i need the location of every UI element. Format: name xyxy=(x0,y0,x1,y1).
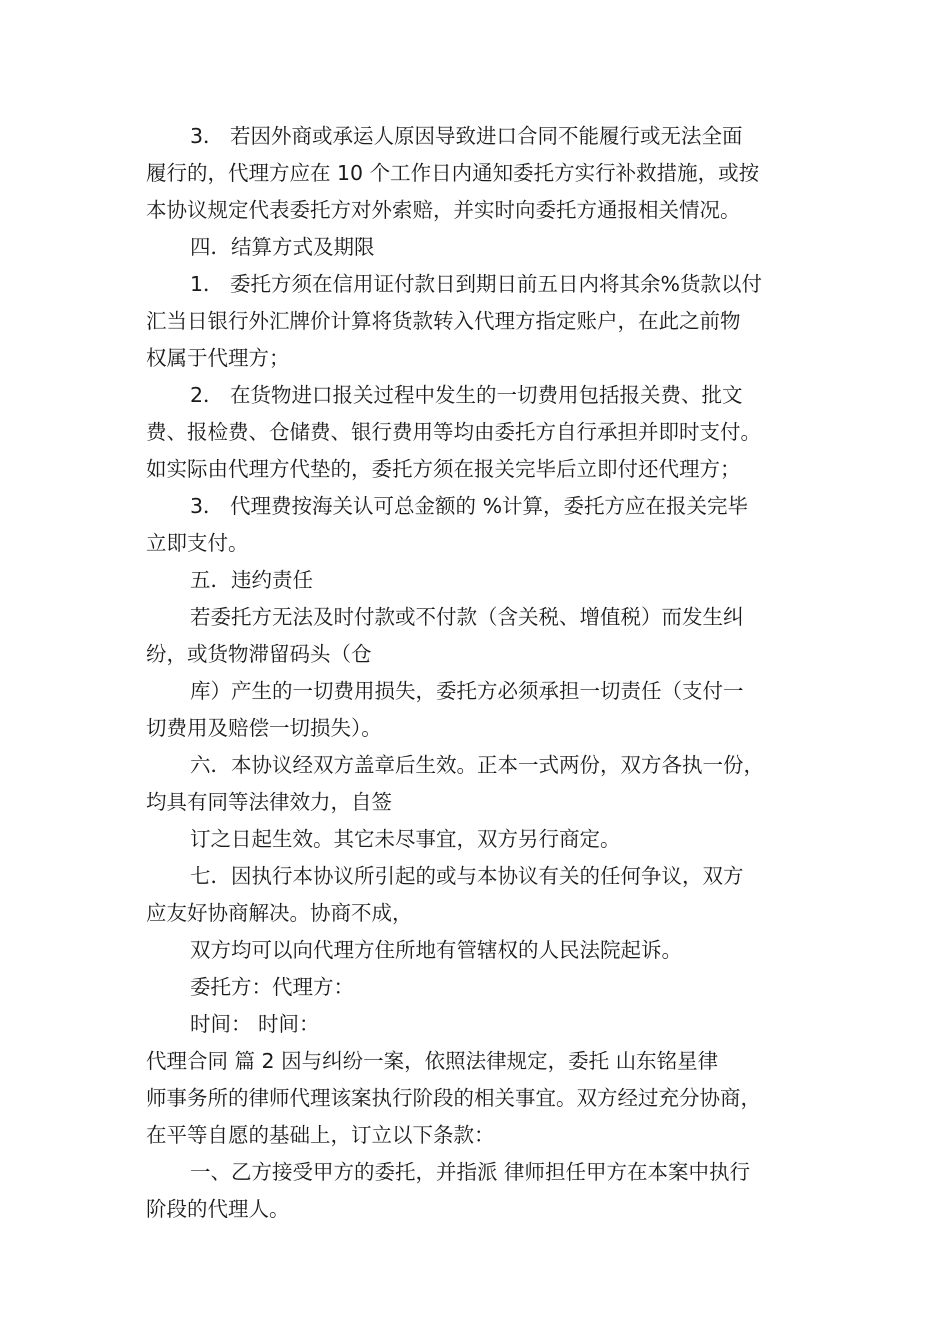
text-line: 六．本协议经双方盖章后生效。正本一式两份，双方各执一份， xyxy=(190,753,764,777)
text-line: 双方均可以向代理方住所地有管辖权的人民法院起诉。 xyxy=(190,938,682,962)
text-line: 纷，或货物滞留码头（仓 xyxy=(146,642,372,666)
text-line: 立即支付。 xyxy=(146,531,249,555)
text-line: 时间： 时间： xyxy=(190,1012,320,1036)
text-line: 履行的，代理方应在 10 个工作日内通知委托方实行补救措施，或按 xyxy=(146,161,760,185)
text-line: 委托方：代理方： xyxy=(190,975,354,999)
text-line: 师事务所的律师代理该案执行阶段的相关事宜。双方经过充分协商， xyxy=(146,1086,761,1110)
text-line: 应友好协商解决。协商不成， xyxy=(146,901,413,925)
text-line: 七．因执行本协议所引起的或与本协议有关的任何争议，双方 xyxy=(190,864,744,888)
text-line: 1． 委托方须在信用证付款日到期日前五日内将其余%货款以付 xyxy=(190,272,763,296)
text-line: 均具有同等法律效力，自签 xyxy=(146,790,392,814)
text-line: 本协议规定代表委托方对外索赔，并实时向委托方通报相关情况。 xyxy=(146,198,741,222)
text-line: 汇当日银行外汇牌价计算将货款转入代理方指定账户，在此之前物 xyxy=(146,309,741,333)
text-line: 订之日起生效。其它未尽事宜，双方另行商定。 xyxy=(190,827,621,851)
text-line: 一、乙方接受甲方的委托，并指派 律师担任甲方在本案中执行 xyxy=(190,1160,751,1184)
text-line: 3． 代理费按海关认可总金额的 %计算，委托方应在报关完毕 xyxy=(190,494,749,518)
text-line: 代理合同 篇 2 因与纠纷一案，依照法律规定，委托 山东铭星律 xyxy=(146,1049,719,1073)
text-line: 在平等自愿的基础上，订立以下条款： xyxy=(146,1123,495,1147)
text-line: 2． 在货物进口报关过程中发生的一切费用包括报关费、批文 xyxy=(190,383,743,407)
text-line: 切费用及赔偿一切损失）。 xyxy=(146,716,382,740)
text-line: 五．违约责任 xyxy=(190,568,313,592)
text-line: 四．结算方式及期限 xyxy=(190,235,375,259)
text-line: 3． 若因外商或承运人原因导致进口合同不能履行或无法全面 xyxy=(190,124,743,148)
text-line: 费、报检费、仓储费、银行费用等均由委托方自行承担并即时支付。 xyxy=(146,420,761,444)
text-line: 库）产生的一切费用损失，委托方必须承担一切责任（支付一 xyxy=(190,679,744,703)
text-line: 如实际由代理方代垫的，委托方须在报关完毕后立即付还代理方； xyxy=(146,457,741,481)
text-line: 阶段的代理人。 xyxy=(146,1197,290,1221)
text-line: 权属于代理方； xyxy=(146,346,290,370)
text-line: 若委托方无法及时付款或不付款（含关税、增值税）而发生纠 xyxy=(190,605,744,629)
